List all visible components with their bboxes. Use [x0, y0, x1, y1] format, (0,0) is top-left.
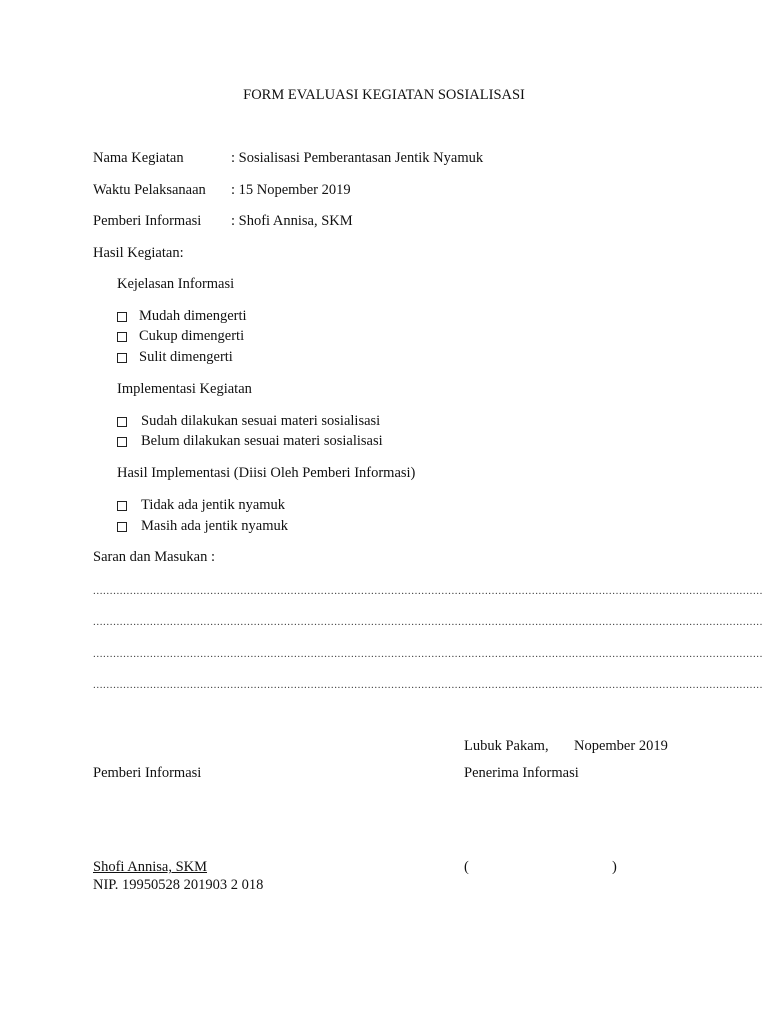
option-label: Mudah dimengerti: [139, 308, 247, 324]
place-label: Lubuk Pakam,: [464, 738, 549, 754]
option-label: Sudah dilakukan sesuai materi sosialisasi: [141, 413, 381, 429]
field-value-nama-kegiatan: : Sosialisasi Pemberantasan Jentik Nyamuk: [231, 150, 484, 166]
checkbox-icon[interactable]: [117, 332, 127, 342]
field-label-pemberi-informasi: Pemberi Informasi: [93, 213, 202, 229]
left-signer-role: Pemberi Informasi: [93, 765, 202, 781]
saran-dotted-line-3[interactable]: ........................................................................................................................................................................................................: [93, 648, 763, 660]
option-tidak-ada-jentik[interactable]: [117, 497, 285, 514]
option-label: Cukup dimengerti: [139, 328, 245, 344]
right-signer-open-paren: (: [464, 859, 469, 875]
option-label: Tidak ada jentik nyamuk: [141, 497, 286, 513]
checkbox-icon[interactable]: [117, 312, 127, 322]
option-label: Sulit dimengerti: [139, 349, 233, 365]
saran-dotted-line-1[interactable]: ........................................................................................................................................................................................................: [93, 585, 763, 597]
hasil-kegiatan-label: Hasil Kegiatan:: [93, 245, 184, 261]
right-signer-close-paren: ): [612, 859, 617, 875]
option-sulit-dimengerti[interactable]: [117, 349, 233, 366]
option-masih-ada-jentik[interactable]: [117, 518, 288, 535]
left-signer-nip: NIP. 19950528 201903 2 018: [93, 877, 264, 893]
section-heading-kejelasan: Kejelasan Informasi: [117, 276, 235, 292]
section-heading-hasil-implementasi: Hasil Implementasi (Diisi Oleh Pemberi Informasi): [117, 465, 416, 481]
right-signer-role: Penerima Informasi: [464, 765, 579, 781]
form-title: FORM EVALUASI KEGIATAN SOSIALISASI: [243, 87, 525, 103]
field-label-waktu-pelaksanaan: Waktu Pelaksanaan: [93, 182, 206, 198]
left-signer-name: Shofi Annisa, SKM: [93, 859, 208, 875]
checkbox-icon[interactable]: [117, 417, 127, 427]
date-month-label: Nopember 2019: [574, 738, 668, 754]
saran-masukan-label: Saran dan Masukan :: [93, 549, 216, 565]
checkbox-icon[interactable]: [117, 501, 127, 511]
saran-dotted-line-2[interactable]: ........................................................................................................................................................................................................: [93, 616, 763, 628]
option-label: Masih ada jentik nyamuk: [141, 518, 288, 534]
checkbox-icon[interactable]: [117, 437, 127, 447]
option-sudah-dilakukan[interactable]: [117, 413, 380, 430]
option-cukup-dimengerti[interactable]: [117, 328, 244, 345]
section-heading-implementasi: Implementasi Kegiatan: [117, 381, 252, 397]
checkbox-icon[interactable]: [117, 522, 127, 532]
option-label: Belum dilakukan sesuai materi sosialisasi: [141, 433, 383, 449]
checkbox-icon[interactable]: [117, 353, 127, 363]
field-label-nama-kegiatan: Nama Kegiatan: [93, 150, 184, 166]
saran-dotted-line-4[interactable]: ........................................................................................................................................................................................................: [93, 679, 763, 691]
field-value-pemberi-informasi: : Shofi Annisa, SKM: [231, 213, 353, 229]
option-mudah-dimengerti[interactable]: [117, 308, 247, 325]
option-belum-dilakukan[interactable]: [117, 433, 383, 450]
field-value-waktu-pelaksanaan: : 15 Nopember 2019: [231, 182, 351, 198]
